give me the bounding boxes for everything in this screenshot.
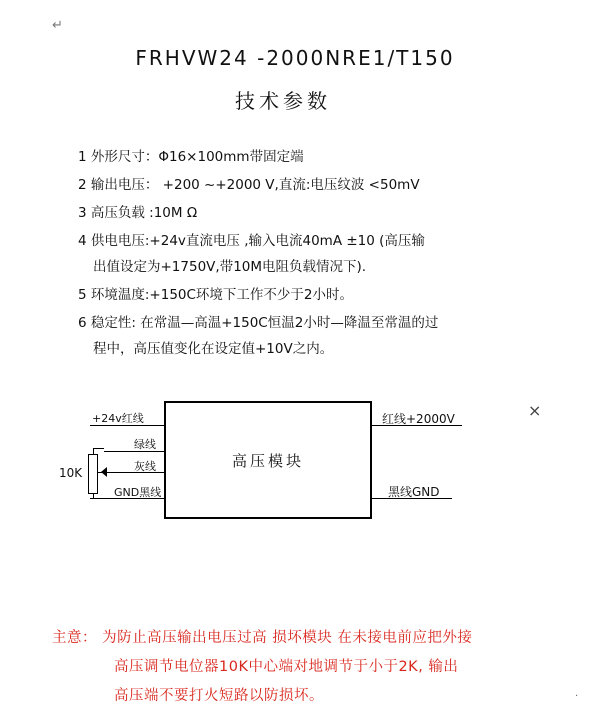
spec-item-2: 2 输出电压： +200 ~+2000 V,直流:电压纹波 <50mV	[78, 177, 420, 193]
spec-item-4: 4 供电电压:+24v直流电压 ,输入电流40mA ±10 (高压输	[78, 233, 425, 249]
return-mark-icon: ↵	[52, 18, 63, 33]
potentiometer-label: 10K	[59, 466, 83, 480]
spec-item-3: 3 高压负载 :10M Ω	[78, 205, 198, 221]
pot-wiper-arrow-icon	[101, 467, 107, 477]
hv-module-label: 高压模块	[231, 451, 304, 470]
close-icon[interactable]: ×	[528, 401, 542, 420]
gray-wire-label: 灰线	[134, 460, 156, 473]
footer-dot: .	[575, 688, 579, 699]
section-heading: 技术参数	[235, 89, 331, 113]
spec-item-6-continued: 程中，高压值变化在设定值+10V之内。	[93, 341, 334, 357]
model-title: FRHVW24 -2000NRE1/T150	[135, 46, 455, 70]
input-24v-label: +24v红线	[92, 412, 144, 425]
potentiometer-icon	[88, 454, 98, 494]
warning-note-line-1: 主意： 为防止高压输出电压过高 损坏模块 在未接电前应把外接	[52, 630, 473, 646]
spec-item-1: 1 外形尺寸：Φ16×100mm带固定端	[78, 149, 304, 165]
output-gnd-label: 黑线GND	[388, 485, 440, 499]
warning-note-line-3: 高压端不要打火短路以防损坏。	[114, 688, 324, 704]
spec-item-4-continued: 出值设定为+1750V,带10M电阻负载情况下).	[93, 259, 367, 275]
gnd-wire-label: GND黑线	[114, 486, 162, 499]
spec-item-5: 5 环境温度:+150C环境下工作不少于2小时。	[78, 287, 354, 303]
spec-item-6: 6 稳定性: 在常温—高温+150C恒温2小时—降温至常温的过	[78, 315, 439, 331]
pot-bottom-lead	[93, 494, 94, 498]
pot-yellow-link	[93, 448, 104, 449]
warning-note-line-2: 高压调节电位器10K中心端对地调节于小于2K, 输出	[114, 659, 459, 675]
yellow-wire-label: 绿线	[134, 438, 156, 451]
output-hv-label: 红线+2000V	[382, 412, 455, 426]
hv-module-box	[164, 401, 372, 519]
